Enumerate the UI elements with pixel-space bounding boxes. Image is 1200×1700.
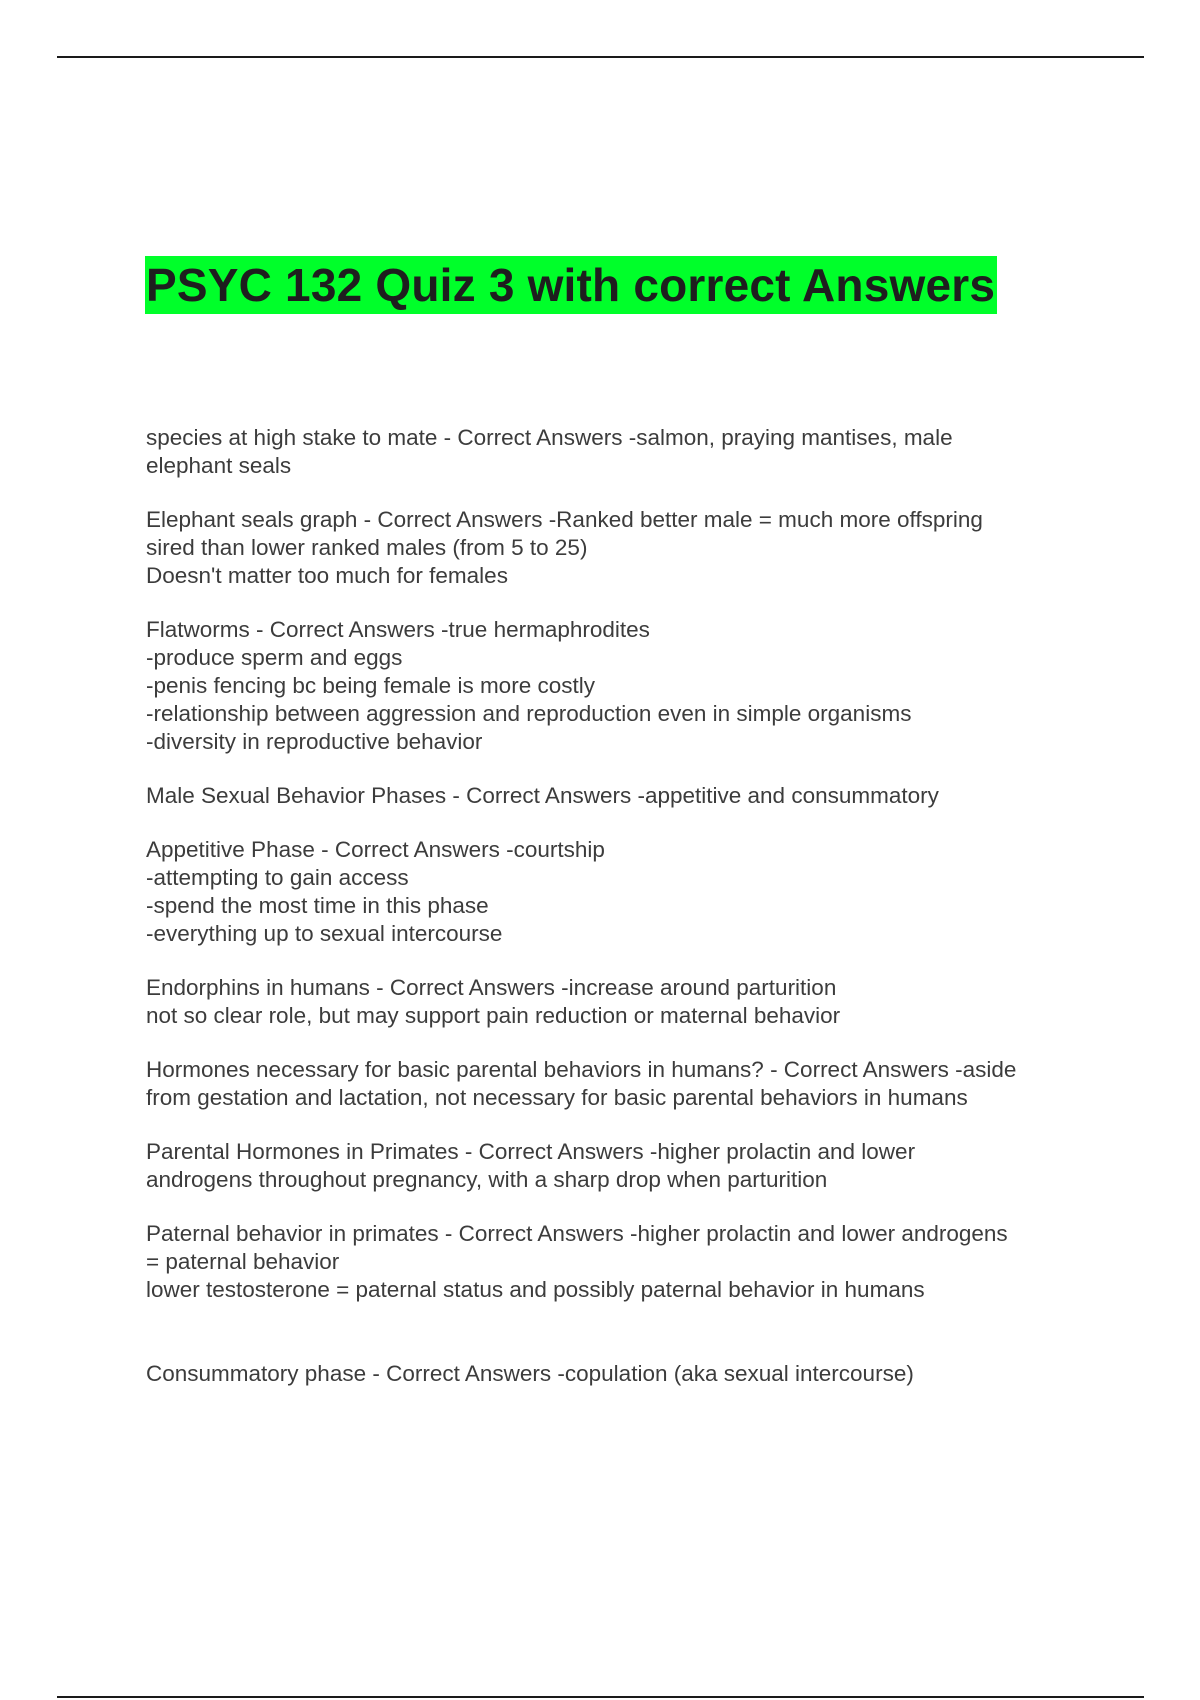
qa-line: Consummatory phase - Correct Answers -copulation (aka sexual intercourse) [146, 1361, 914, 1386]
qa-line: elephant seals [146, 453, 292, 478]
qa-entry [146, 1360, 1096, 1388]
qa-entry [146, 1220, 1096, 1304]
qa-line: sired than lower ranked males (from 5 to 25) [146, 535, 588, 560]
qa-line: -produce sperm and eggs [146, 645, 403, 670]
qa-line: -diversity in reproductive behavior [146, 729, 483, 754]
qa-line: = paternal behavior [146, 1249, 340, 1274]
qa-line: lower testosterone = paternal status and possibly paternal behavior in humans [146, 1277, 925, 1302]
qa-entry [146, 836, 1096, 948]
document-title: PSYC 132 Quiz 3 with correct Answers [145, 256, 997, 314]
qa-entry [146, 1056, 1096, 1112]
qa-line: Doesn't matter too much for females [146, 563, 508, 588]
qa-entry [146, 974, 1096, 1030]
top-rule [57, 56, 1144, 58]
qa-line: Flatworms - Correct Answers -true hermaphrodites [146, 617, 650, 642]
qa-entry [146, 506, 1096, 590]
qa-line: Paternal behavior in primates - Correct Answers -higher prolactin and lower androgens [146, 1221, 1008, 1246]
qa-line: from gestation and lactation, not necessary for basic parental behaviors in humans [146, 1085, 968, 1110]
qa-entry [146, 424, 1096, 480]
qa-list [146, 424, 1096, 1414]
qa-line: -penis fencing bc being female is more costly [146, 673, 595, 698]
qa-entry [146, 616, 1096, 756]
qa-line: -relationship between aggression and reproduction even in simple organisms [146, 701, 912, 726]
qa-entry [146, 1138, 1096, 1194]
qa-line: androgens throughout pregnancy, with a sharp drop when parturition [146, 1167, 828, 1192]
qa-line: Endorphins in humans - Correct Answers -increase around parturition [146, 975, 837, 1000]
qa-line: Parental Hormones in Primates - Correct Answers -higher prolactin and lower [146, 1139, 916, 1164]
qa-line: Male Sexual Behavior Phases - Correct Answers -appetitive and consummatory [146, 783, 939, 808]
qa-entry [146, 782, 1096, 810]
qa-line: Hormones necessary for basic parental behaviors in humans? - Correct Answers -aside [146, 1057, 1017, 1082]
qa-line: Elephant seals graph - Correct Answers -Ranked better male = much more offspring [146, 507, 983, 532]
qa-line: -attempting to gain access [146, 865, 409, 890]
qa-line: Appetitive Phase - Correct Answers -courtship [146, 837, 605, 862]
bottom-rule [57, 1696, 1144, 1698]
qa-line: -spend the most time in this phase [146, 893, 489, 918]
qa-line: not so clear role, but may support pain reduction or maternal behavior [146, 1003, 841, 1028]
qa-line: species at high stake to mate - Correct Answers -salmon, praying mantises, male [146, 425, 953, 450]
qa-line: -everything up to sexual intercourse [146, 921, 503, 946]
title-block [145, 256, 997, 314]
